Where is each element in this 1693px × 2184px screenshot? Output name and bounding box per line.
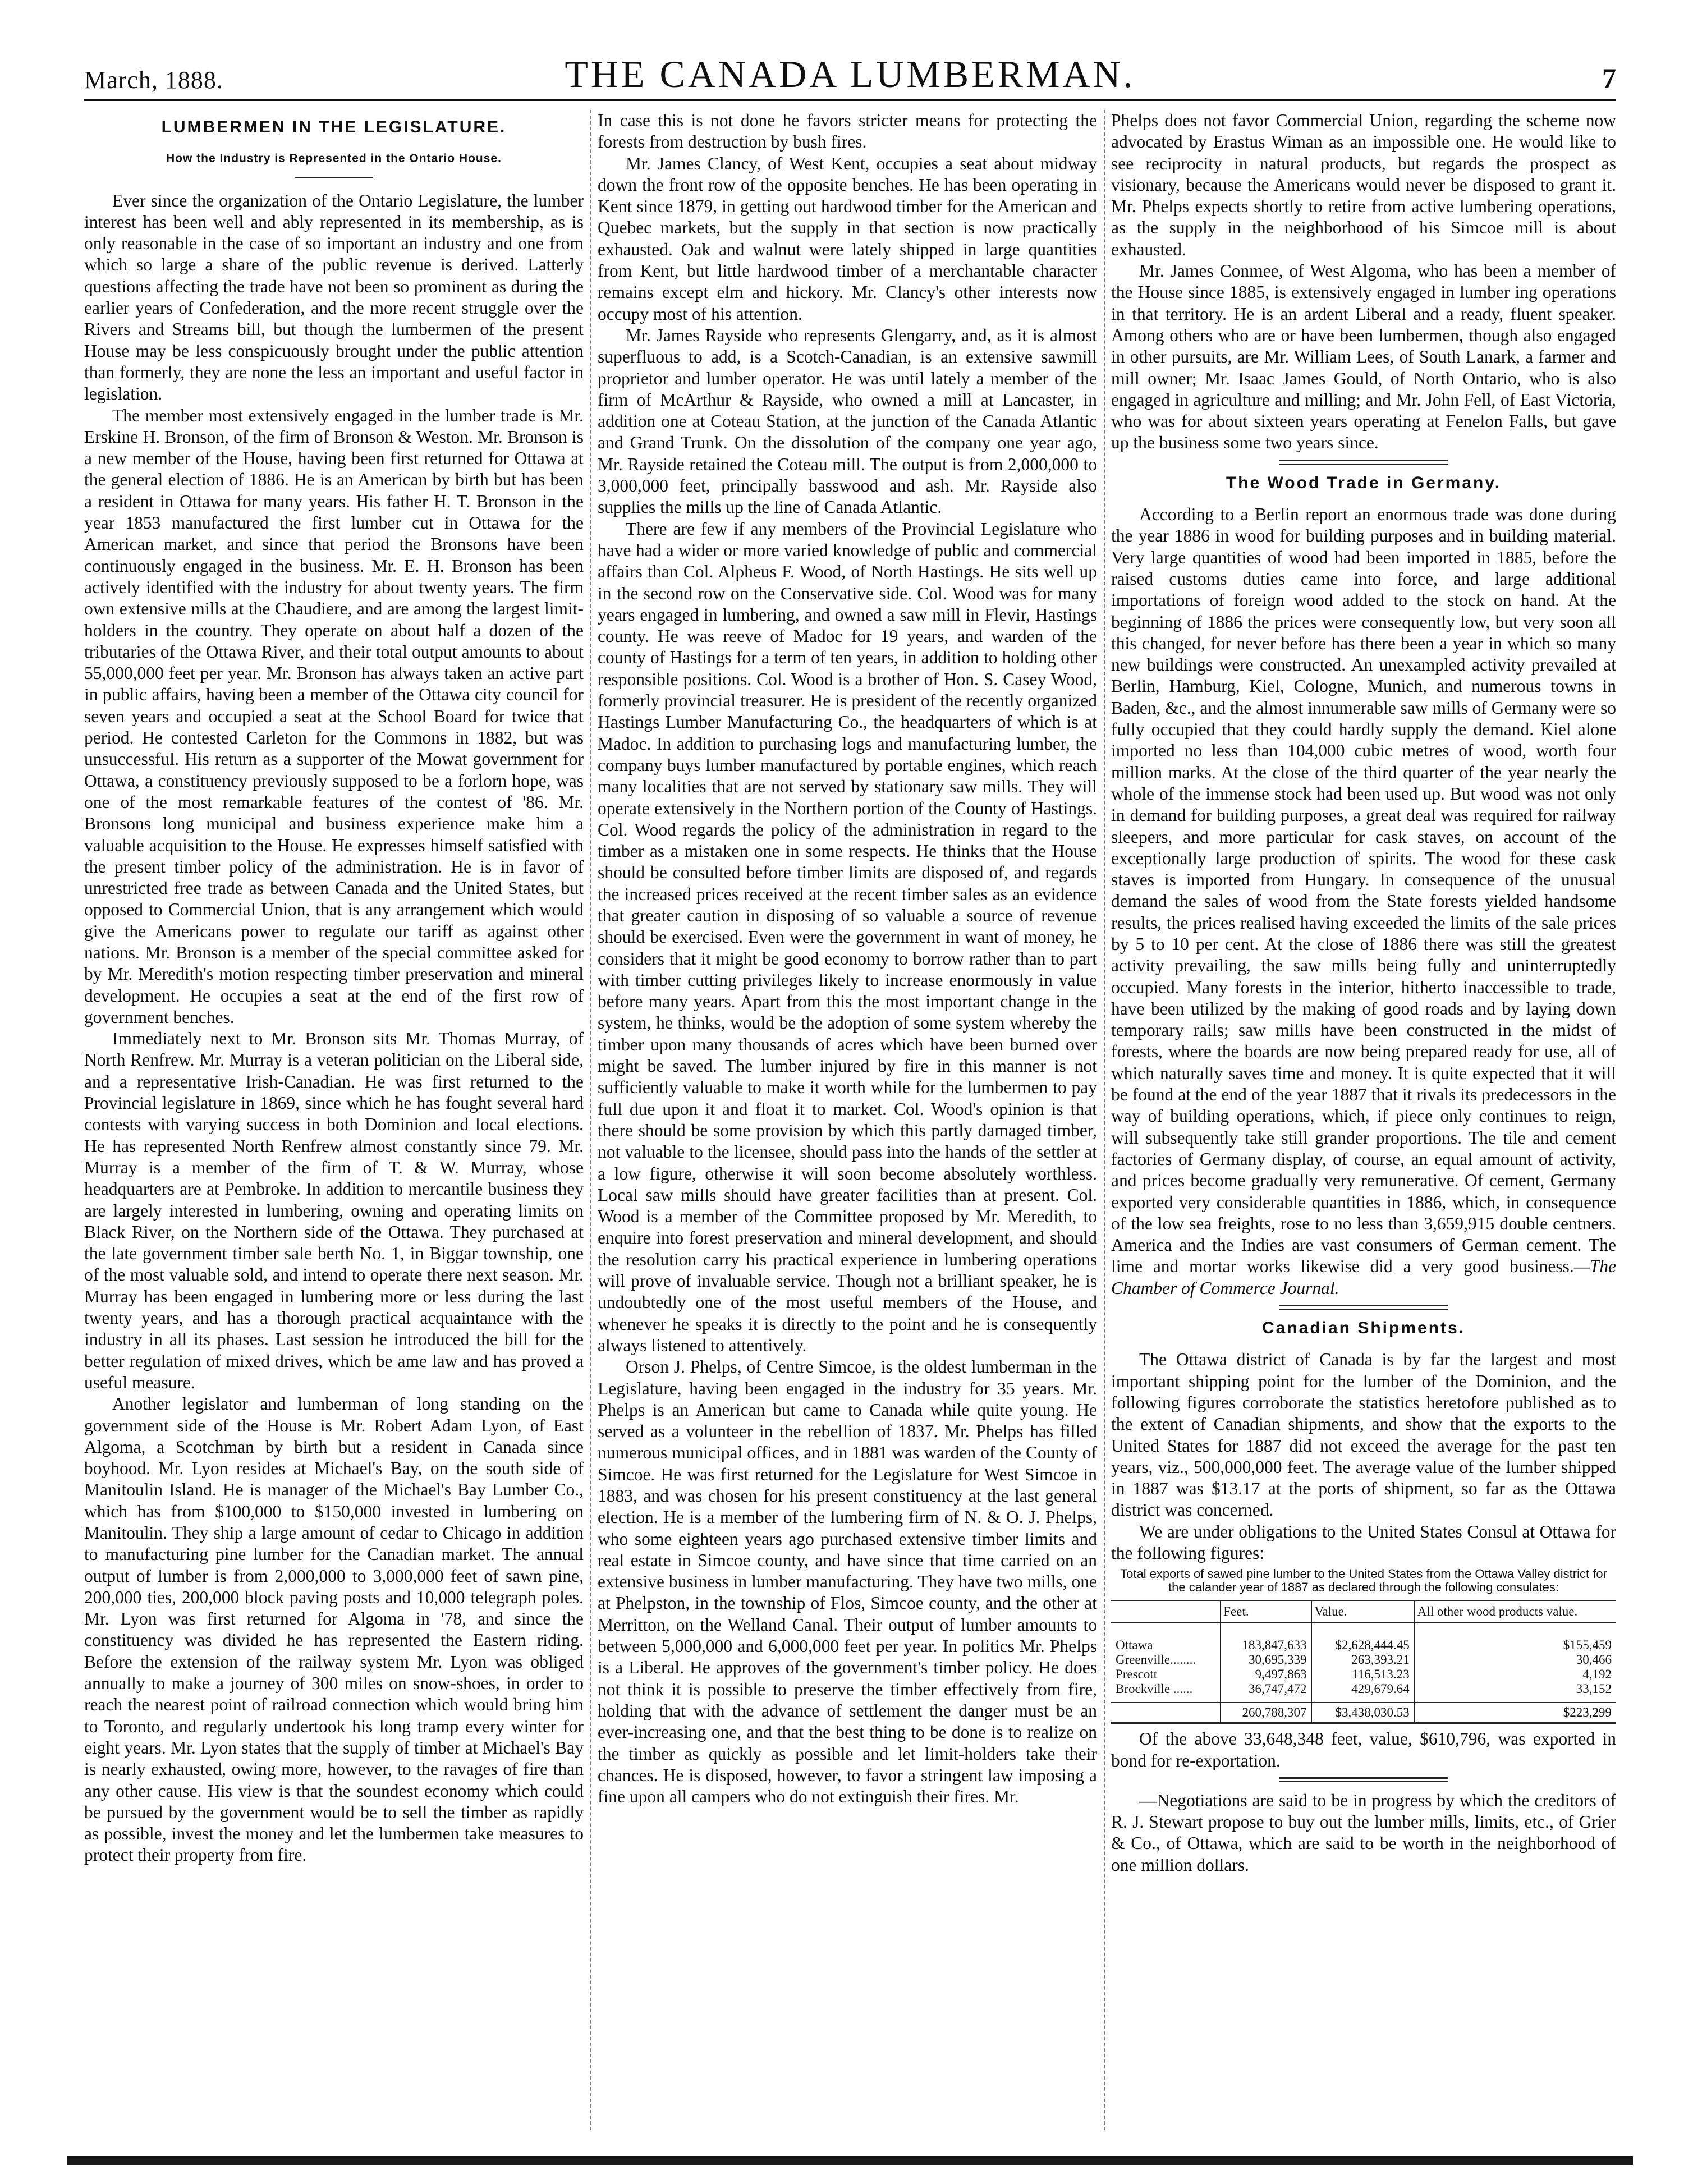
exports-table: [1111, 1600, 1616, 1724]
table-cell: Prescott: [1116, 1667, 1158, 1682]
table-cell: 260,788,307: [1221, 1703, 1311, 1723]
table-cell: 36,747,472: [1221, 1682, 1311, 1703]
page-number: 7: [1602, 62, 1616, 94]
table-cell: Ottawa: [1116, 1638, 1153, 1653]
column-1: [84, 110, 584, 2136]
table-header: Feet.: [1221, 1600, 1311, 1623]
masthead-rule: [84, 99, 1616, 101]
table-row: [1111, 1623, 1616, 1653]
table-cell: 9,497,863: [1221, 1667, 1311, 1682]
table-cell: 263,393.21: [1311, 1653, 1414, 1667]
masthead: [84, 52, 1616, 97]
table-cell: 30,695,339: [1221, 1653, 1311, 1667]
table-cell: $155,459: [1415, 1623, 1616, 1653]
paragraph: The member most extensively engaged in the lumber trade is Mr. Erskine H. Bronson, of the firm of Bronson & Weston. Mr. Bronson is a new member of the House, having been first returned for Ottawa at the general election of 1886. He is an American by birth but has been a resident in Ottawa for many years. His father H. T. Bronson in the year 1853 manufactured the first lumber cut in Ottawa for the American market, and since that period the Bronsons have been continuously engaged in the business. Mr. E. H. Bronson has been actively identified with the industry for about twenty years. The firm own extensive mills at the Chaudiere, and are among the largest limit-holders in the country. They operate on about half a dozen of the tributaries of the Ottawa River, and their total output amounts to about 55,000,000 feet per year. Mr. Bronson has always taken an active part in public affairs, having been a member of the Ottawa city council for seven years and occupied a seat at the School Board for twice that period. He contested Carleton for the Commons in 1882, but was unsuccessful. His return as a supporter of the Mowat government for Ottawa, a constituency previously supposed to be a forlorn hope, was one of the most remarkable features of the contest of '86. Mr. Bronsons long municipal and business experience make him a valuable acquisition to the House. He expresses himself satisfied with the present timber policy of the administration. He is in favor of unrestricted free trade as between Canada and the United States, but opposed to Commercial Union, that is any arrangement which would give the Americans power to regulate our tariff as against other nations. Mr. Bronson is a member of the special committee asked for by Mr. Meredith's motion respecting timber preservation and mineral development. He occupies a seat at the end of the first row of government benches.: [84, 405, 584, 1027]
table-header: All other wood products value.: [1415, 1600, 1616, 1623]
paragraph: There are few if any members of the Provincial Legislature who have had a wider or more varied knowledge of public and commercial affairs than Col. Alpheus F. Wood, of North Hastings. He sits well up in the second row on the Conservative side. Col. Wood was for many years engaged in lumbering, and owned a saw mill in Flevir, Hastings county. He was reeve of Madoc for 19 years, and warden of the county of Hastings for a term of ten years, in addition to holding other responsible positions. Col. Wood is a brother of Hon. S. Casey Wood, formerly provincial treasurer. He is president of the recently organized Hastings Lumber Manufacturing Co., the headquarters of which is at Madoc. In addition to purchasing logs and manufacturing lumber, the company buys lumber manufactured by portable engines, which reach many localities that are not served by stationary saw mills. They will operate extensively in the Northern portion of the County of Hastings. Col. Wood regards the policy of the administration in regard to the timber as a mistaken one in some respects. He thinks that the House should be consulted before timber limits are disposed of, and regards the increased prices received at the recent timber sales as an evidence that greater caution in disposing of so valuable a source of revenue should be exercised. Even were the government in want of money, he considers that it might be good economy to borrow rather than to part with timber cutting privileges likely to increase enormously in value before many years. Apart from this the most important change in the system, he thinks, would be the adoption of some system whereby the timber upon many thousands of acres which have been burned over might be saved. The lumber injured by fire in this manner is not sufficiently valuable to make it worth while for the lumbermen to pay full due upon it and float it to market. Col. Wood's opinion is that there should be some provision by which this partly damaged timber, not valuable to the licensee, should pass into the hands of the settler at a low figure, otherwise it will soon become absolutely worthless. Local saw mills should have greater facilities than at present. Col. Wood is a member of the Committee proposed by Mr. Meredith, to enquire into forest preservation and mineral development, and should the resolution carry his practical experience in lumbering operations will prove of invaluable service. Though not a brilliant speaker, he is undoubtedly one of the most useful members of the House, and whenever he speaks it is directly to the point and he is consequently always listened to attentively.: [598, 519, 1097, 1355]
table-cell: Greenville........: [1116, 1653, 1196, 1667]
paragraph: —Negotiations are said to be in progress by which the creditors of R. J. Stewart propose to buy out the lumber mills, limits, etc., of Grier & Co., of Ottawa, which are said to be worth in the neighborhood of one million dollars.: [1111, 1790, 1616, 1875]
table-cell: 30,466: [1415, 1653, 1616, 1667]
issue-date: March, 1888.: [84, 66, 223, 94]
paragraph: Another legislator and lumberman of long standing on the government side of the House is Mr. Robert Adam Lyon, of East Algoma, a Scotchman by birth but a resident in Canada since boyhood. Mr. Lyon resides at Michael's Bay, on the south side of Manitoulin Island. He is manager of the Michael's Bay Lumber Co., which has from $100,000 to $150,000 invested in lumbering on Manitoulin. They ship a large amount of cedar to Chicago in addition to manufacturing pine lumber for the Canadian market. The annual output of lumber is from 2,000,000 to 3,000,000 feet of sawn pine, 200,000 ties, 200,000 block paving posts and 10,000 telegraph poles. Mr. Lyon was first returned for Algoma in '78, and since the constituency was divided he has represented the Eastern riding. Before the extension of the railway system Mr. Lyon was obliged annually to make a journey of 300 miles on snow-shoes, in order to reach the nearest point of railroad connection which would bring him to Toronto, and regularly undertook his long tramp every winter for eight years. Mr. Lyon states that the supply of timber at Michael's Bay is nearly exhausted, owing more, however, to the ravages of fire than any other cause. His view is that the soundest economy which could be pursued by the government would be to sell the timber as rapidly as possible, invest the money and let the lumbermen take measures to protect their property from fire.: [84, 1394, 584, 1865]
article-heading-legislature: LUMBERMEN IN THE LEGISLATURE.: [161, 118, 507, 136]
bottom-border-bar: [67, 2156, 1633, 2165]
paragraph-text: According to a Berlin report an enormous trade was done during the year 1886 in wood for building purposes and in building material. Very large quantities of wood had been imported in 1885, before the raised customs duties came into force, and large additional importations of foreign wood added to the stock on hand. At the beginning of 1886 the prices were consequently low, but very soon all this changed, for never before has there been a year in which so many new buildings were constructed. An unexampled activity prevailed at Berlin, Hamburg, Kiel, Cologne, Munich, and numerous towns in Baden, &c., and the almost innumerable saw mills of Germany were so fully occupied that they could hardly supply the demand. Kiel alone imported no less than 104,000 cubic metres of wood, worth four million marks. At the close of the third quarter of the year nearly the whole of the immense stock had been used up. But wood was not only in demand for building purposes, a great deal was required for railway sleepers, and more particular for cask staves, on account of the exceptionally large production of spirits. The wood for these cask staves is imported from Hungary. In consequence of the unusual demand the sales of wood from the State forests yielded handsome results, the prices realised having exceeded the limits of the sale prices by 5 to 10 per cent. At the close of 1886 there was still the greatest activity prevailing, the saw mills being fully and uninterruptedly occupied. Many forests in the interior, hitherto inaccessible to trade, have been utilized by the making of good roads and by laying down temporary rails; saw mills have been constructed in the midst of forests, where the boards are now being prepared ready for use, all of which naturally saves time and money. It is quite expected that it will be found at the end of the year 1887 that it rivals its predecessors in the way of building operations, which, if piece only continues to reign, will subsequently take still grander proportions. The tile and cement factories of Germany display, of course, an equal amount of activity, and prices become gradually very remunerative. Of cement, Germany exported very considerable quantities in 1886, which, in consequence of the low sea freights, rose to no less than 3,659,915 double centners. America and the Indies are vast consumers of German cement. The lime and mortar works likewise did a very good business.: [1111, 504, 1616, 1277]
table-cell: $3,438,030.53: [1311, 1703, 1414, 1723]
paragraph: The Ottawa district of Canada is by far the largest and most important shipping point for the lumber of the Dominion, and the following figures corroborate the statistics heretofore published as to the extent of Canadian shipments, and show that the exports to the United States for 1887 did not exceed the average for the past ten years, viz., 500,000,000 feet. The average value of the lumber shipped in 1887 was $13.17 at the ports of shipment, so far as the Ottawa district was concerned.: [1111, 1350, 1616, 1520]
section-rule: [295, 177, 373, 178]
table-row: [1111, 1653, 1616, 1667]
paragraph: Of the above 33,648,348 feet, value, $610,796, was exported in bond for re-exportation.: [1111, 1729, 1616, 1770]
paragraph: Phelps does not favor Commercial Union, regarding the scheme now advocated by Erastus Wiman as an impossible one. He would like to see reciprocity in natural products, but regards the prospect as visionary, because the Americans would never be disposed to grant it. Mr. Phelps expects shortly to retire from active lumbering operations, as the supply in the neighborhood of his Simcoe mill is about exhausted.: [1111, 111, 1616, 259]
article-heading-wood-trade: The Wood Trade in Germany.: [1226, 473, 1502, 492]
table-header: Value.: [1311, 1600, 1414, 1623]
section-rule: [1279, 1305, 1448, 1310]
column-2: [598, 110, 1097, 2136]
paragraph: Mr. James Rayside who represents Glengarry, and, as it is almost superfluous to add, is a Scotch-Canadian, is an extensive sawmill proprietor and lumber operator. He was until lately a member of the firm of McArthur & Rayside, who owned a mill at Lancaster, in addition one at Coteau Station, at the junction of the Canada Atlantic and Grand Trunk. On the dissolution of the company one year ago, Mr. Rayside retained the Coteau mill. The output is from 2,000,000 to 3,000,000 feet, principally basswood and ash. Mr. Rayside also supplies the mills up the line of Canada Atlantic.: [598, 325, 1097, 517]
table-cell: [1111, 1703, 1221, 1723]
article-subheading-legislature: How the Industry is Represented in the Ontario House.: [166, 152, 502, 166]
table-cell: Brockville ......: [1116, 1682, 1193, 1696]
column-divider: [1104, 110, 1105, 2130]
paragraph: In case this is not done he favors stricter means for protecting the forests from destruction by bush fires.: [598, 111, 1097, 152]
paragraph: Ever since the organization of the Ontario Legislature, the lumber interest has been well and ably represented in its membership, as is only reasonable in the case of so important an industry and one from which so large a share of the public revenue is derived. Latterly questions affecting the trade have not been so prominent as during the earlier years of Confederation, and the more recent struggle over the Rivers and Streams bill, but though the lumbermen of the present House may be less conspicuously brought under the public attention than formerly, they are none the less an important and useful factor in legislation.: [84, 190, 584, 404]
table-cell: 4,192: [1415, 1667, 1616, 1682]
table-cell: 116,513.23: [1311, 1667, 1414, 1682]
table-cell: 183,847,633: [1221, 1623, 1311, 1653]
table-total-row: [1111, 1703, 1616, 1723]
paragraph: Mr. James Conmee, of West Algoma, who has been a member of the House since 1885, is extensively engaged in lumber ing operations in that territory. He is an ardent Liberal and a ready, fluent speaker. Among others who are or have been lumbermen, though also engaged in other pursuits, are Mr. William Lees, of South Lanark, a farmer and mill owner; Mr. Isaac James Gould, of North Ontario, who is also engaged in agriculture and milling; and Mr. John Fell, of East Victoria, who was for about sixteen years operating at Fenelon Falls, but gave up the business some two years since.: [1111, 261, 1616, 453]
section-rule: [1279, 1777, 1448, 1782]
table-row: [1111, 1667, 1616, 1682]
table-cell: 33,152: [1415, 1682, 1616, 1703]
source-credit: —The Chamber of Commerce Journal.: [1111, 1256, 1616, 1298]
table-header: [1111, 1600, 1221, 1623]
paragraph: Mr. James Clancy, of West Kent, occupies a seat about midway down the front row of the opposite benches. He has been operating in Kent since 1879, in getting out hardwood timber for the American and Quebec markets, but the supply in that section is now practically exhausted. Oak and walnut were lately shipped in large quantities from Kent, but little hardwood timber of a merchantable character remains except elm and hickory. Mr. Clancy's other interests now occupy most of his attention.: [598, 153, 1097, 324]
paragraph: Immediately next to Mr. Bronson sits Mr. Thomas Murray, of North Renfrew. Mr. Murray is a veteran politician on the Liberal side, and a representative Irish-Canadian. He was first returned to the Provincial legislature in 1869, since which he has fought several hard contests with varying success in both Dominion and local elections. He has represented North Renfrew almost constantly since 79. Mr. Murray is a member of the firm of T. & W. Murray, whose headquarters are at Pembroke. In addition to mercantile business they are largely interested in lumbering, owning and operating limits on Black River, on the Northern side of the Ottawa. They purchased at the late government timber sale berth No. 1, in Biggar township, one of the most valuable sold, and intend to operate there next season. Mr. Murray has been engaged in lumbering more or less during the last twenty years, and has a thorough practical acquaintance with the industry in all its phases. Last session he introduced the bill for the better regulation of mixed drives, which be ame law and has proved a useful measure.: [84, 1029, 584, 1392]
column-3: [1111, 110, 1616, 2136]
section-rule: [1279, 460, 1448, 465]
table-cell: $223,299: [1415, 1703, 1616, 1723]
table-row: [1111, 1682, 1616, 1703]
table-caption: Total exports of sawed pine lumber to the United States from the Ottawa Valley district for the calander year of 1887 as declared through the following consulates:: [1120, 1567, 1607, 1595]
table-header-row: [1111, 1600, 1616, 1623]
table-cell: 429,679.64: [1311, 1682, 1414, 1703]
table-cell: $2,628,444.45: [1311, 1623, 1414, 1653]
paragraph: [1111, 504, 1616, 1299]
column-divider: [590, 110, 591, 2130]
article-heading-shipments: Canadian Shipments.: [1261, 1319, 1466, 1338]
paragraph: We are under obligations to the United States Consul at Ottawa for the following figures:: [1111, 1521, 1616, 1563]
newspaper-title: THE CANADA LUMBERMAN.: [565, 53, 1136, 95]
paragraph: Orson J. Phelps, of Centre Simcoe, is the oldest lumberman in the Legislature, having been engaged in the industry for 35 years. Mr. Phelps is an American but came to Canada while quite young. He served as a volunteer in the rebellion of 1837. Mr. Phelps has filled numerous municipal offices, and in 1881 was warden of the County of Simcoe. He was first returned for the Legislature for West Simcoe in 1883, and was chosen for his present constituency at the last general election. He is a member of the lumbering firm of N. & O. J. Phelps, who some eighteen years ago purchased extensive timber limits and real estate in Simcoe county, and have since that time carried on an extensive business in lumber manufacturing. They have two mills, one at Phelpston, in the township of Flos, Simcoe county, and the other at Merritton, on the Welland Canal. Their output of lumber amounts to between 5,000,000 and 6,000,000 feet per year. In politics Mr. Phelps is a Liberal. He approves of the government's timber policy. He does not think it is possible to preserve the timber effectively from fire, holding that with the advance of settlement the danger must be an ever-increasing one, and that the best thing to be done is to realize on the timber as quickly as possible and let limit-holders take their chances. He is disposed, however, to favor a stringent law imposing a fine upon all campers who do not extinguish their fires. Mr.: [598, 1357, 1097, 1807]
